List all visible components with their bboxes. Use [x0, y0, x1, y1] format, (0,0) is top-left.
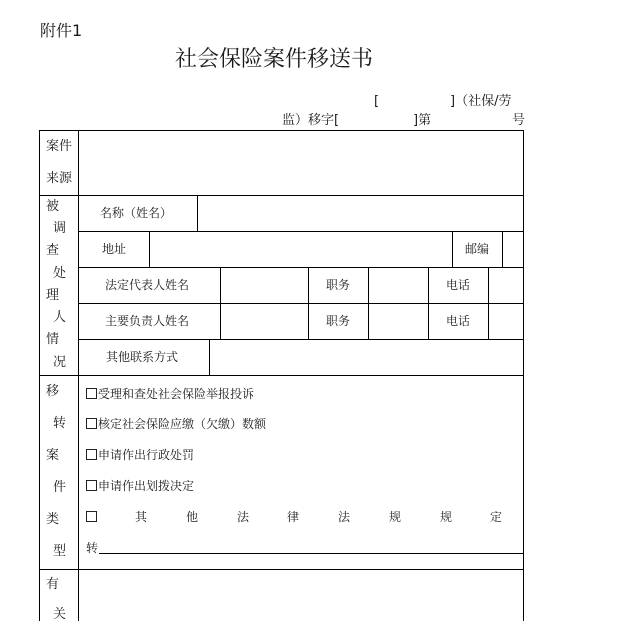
- cell-divider: [428, 267, 429, 339]
- cell-divider: [220, 267, 221, 339]
- cell-divider: [368, 267, 369, 339]
- other-fill-line[interactable]: [99, 553, 523, 554]
- case-type-option-assessment[interactable]: 核定社会保险应缴（欠缴）数额: [86, 416, 266, 432]
- position-label-1: 职务: [326, 278, 351, 292]
- row-divider: [39, 569, 524, 570]
- checkbox-icon[interactable]: [86, 418, 97, 429]
- checkbox-icon[interactable]: [86, 388, 97, 399]
- phone-label-2: 电话: [446, 314, 471, 328]
- phone-label-1: 电话: [446, 278, 471, 292]
- checkbox-icon[interactable]: [86, 480, 97, 491]
- case-type-option-transfer-decision[interactable]: 申请作出划拨决定: [86, 478, 194, 494]
- cell-divider: [197, 195, 198, 231]
- page: 附件1 社会保险案件移送书 [ ]（社保/劳 监）移字[ ]第 号 案件 来源 被 调 查 处 理 人 情 况 移 转 案 件 类 型 有 关 名称（姓名） 地址 邮编 法定代表人姓名 职务 电话 主要负责人姓名 职务 电话 其他联系方式 受理和查处社会保险举报投诉 核定社会保险应缴（欠缴）数额 申请作出行政处罚 申请作出划拨决定 其 他 法 律 法 规 规 定 转: [40, 21, 526, 622]
- checkbox-icon[interactable]: [86, 449, 97, 460]
- case-type-option-complaint[interactable]: 受理和查处社会保险举报投诉: [86, 386, 254, 402]
- row-divider: [78, 267, 524, 268]
- legal-rep-label: 法定代表人姓名: [105, 278, 190, 292]
- other-contact-label: 其他联系方式: [106, 350, 179, 364]
- name-label: 名称（姓名）: [100, 206, 173, 220]
- cell-divider: [488, 267, 489, 339]
- doc-number-close-bracket: ]（社保/劳: [450, 94, 512, 109]
- row-divider: [39, 195, 524, 196]
- table-top-border: [39, 130, 524, 131]
- principal-label: 主要负责人姓名: [105, 314, 190, 328]
- row-divider: [39, 375, 524, 376]
- doc-number-prefix: 监）移字[: [282, 113, 340, 128]
- cell-divider: [502, 231, 503, 267]
- row-divider: [78, 339, 524, 340]
- document-title: 社会保险案件移送书: [175, 47, 374, 72]
- case-type-option-penalty[interactable]: 申请作出行政处罚: [86, 447, 194, 463]
- doc-number-open-bracket: [: [374, 94, 380, 109]
- checkbox-icon[interactable]: [86, 511, 97, 522]
- cell-divider: [452, 231, 453, 267]
- address-label: 地址: [102, 242, 127, 256]
- other-transfer-label: 转: [86, 541, 99, 555]
- postcode-label: 邮编: [465, 242, 490, 256]
- doc-number-hao: 号: [512, 113, 526, 128]
- row-divider: [78, 303, 524, 304]
- row-divider: [78, 231, 524, 232]
- cell-divider: [209, 339, 210, 375]
- cell-divider: [308, 267, 309, 339]
- attachment-label: 附件1: [40, 21, 83, 40]
- cell-divider: [149, 231, 150, 267]
- position-label-2: 职务: [326, 314, 351, 328]
- doc-number-di: ]第: [413, 113, 432, 128]
